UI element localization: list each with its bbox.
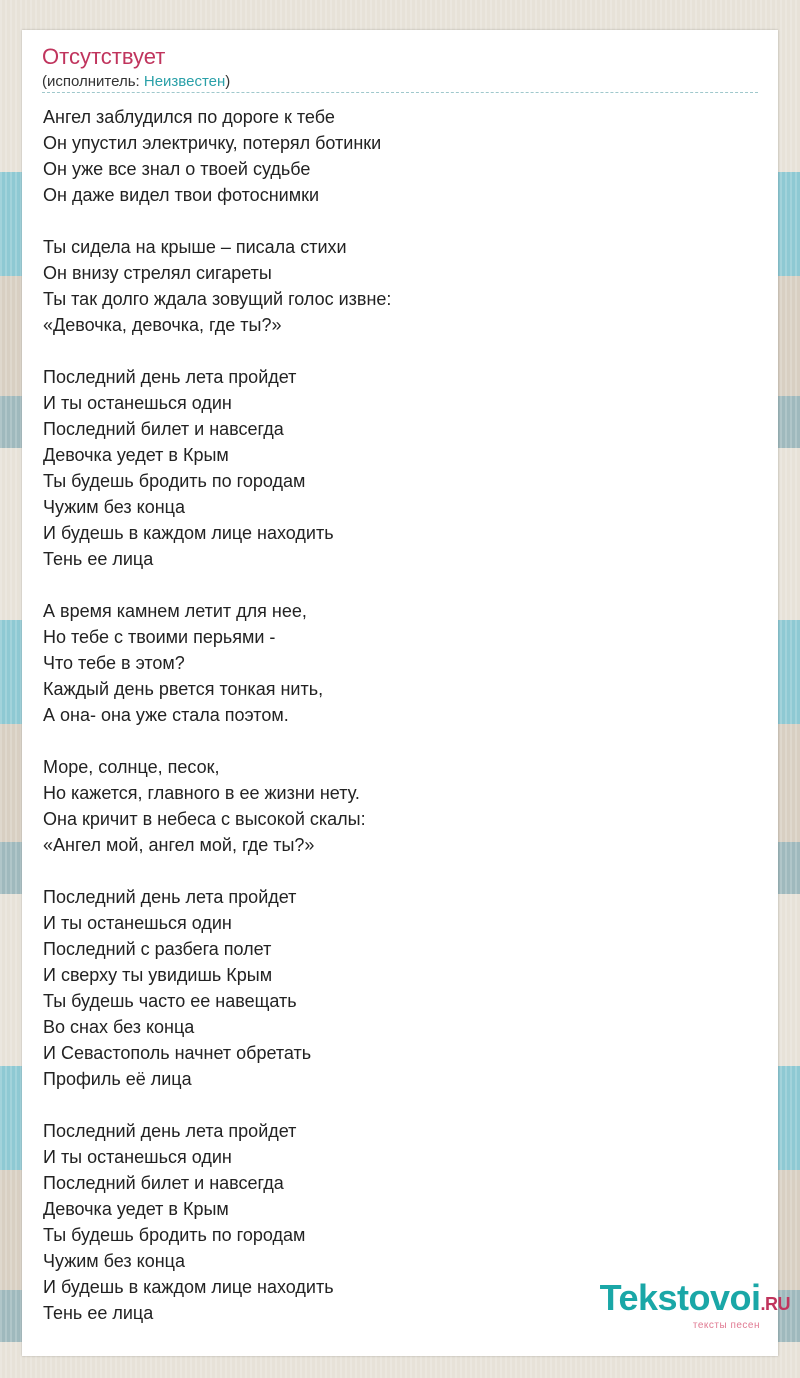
song-title: Отсутствует [42, 44, 166, 69]
site-logo[interactable] [599, 1277, 790, 1331]
logo-tld: .RU [760, 1294, 790, 1314]
logo-tagline: тексты песен [692, 1320, 760, 1331]
logo-text [599, 1277, 790, 1322]
artist-prefix: (исполнитель: [42, 73, 144, 90]
artist-suffix: ) [225, 73, 231, 90]
lyrics-text: Ангел заблудился по дороге к тебе Он упустил электричку, потерял ботинки Он уже все знал о твоей судьбе Он даже видел твои фотоснимки Ты сидела на крыше – писала стихи Он внизу стрелял сигареты Ты так долго ждала зовущий голос извне: «Девочка, девочка, где ты?» Последний день лета пройдет И ты останешься один Последний билет и навсегда Девочка уедет в Крым Ты будешь бродить по городам Чужим без конца И будешь в каждом лице находить Тень ее лица А время камнем летит для нее, Но тебе с твоими перьями - Что тебе в этом? Каждый день рвется тонкая нить, А она- она уже стала поэтом. Море, солнце, песок, Но кажется, главного в ее жизни нету. Она кричит в небеса с высокой скалы: «Ангел мой, ангел мой, где ты?» Последний день лета пройдет И ты останешься один Последний с разбега полет И сверху ты увидишь Крым Ты будешь часто ее навещать Во снах без конца И Севастополь начнет обретать Профиль её лица Последний день лета пройдет И ты останешься один Последний билет и навсегда Девочка уедет в Крым Ты будешь бродить по городам Чужим без конца И будешь в каждом лице находить Тень ее лица [43, 107, 392, 1323]
logo-main: Tekstovoi [599, 1277, 761, 1318]
divider [42, 92, 758, 93]
lyrics-card [22, 30, 778, 1356]
artist-link[interactable]: Неизвестен [143, 73, 226, 90]
artist-line [42, 72, 230, 92]
